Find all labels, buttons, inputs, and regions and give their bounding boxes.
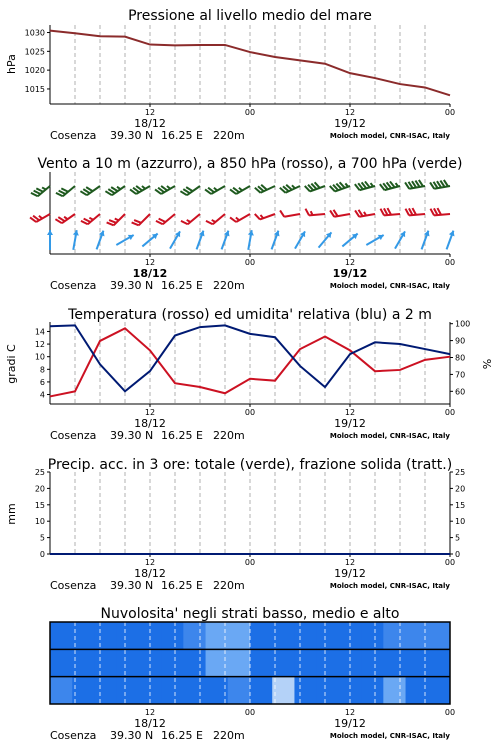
day-label: 18/12 [134, 717, 166, 730]
footer-elev: 220m [213, 429, 245, 442]
footer-credit: Moloch model, CNR-ISAC, Italy [329, 582, 450, 590]
x-tick-label: 12 [144, 108, 156, 117]
cloud-cell [294, 649, 317, 676]
wind-barb-half [292, 185, 295, 188]
wind-barb-shaft [62, 214, 75, 223]
cloud-cell [250, 649, 273, 676]
y-tick-label: 25 [34, 468, 45, 477]
wind-barb-flag [280, 210, 284, 216]
cloud-cell [361, 677, 384, 704]
precip-title: Precip. acc. in 3 ore: totale (verde), frazione solida (tratt.) [47, 457, 453, 473]
cloud-cell [228, 622, 251, 649]
wind-barb-half [117, 187, 121, 189]
x-tick-label: 12 [144, 708, 156, 717]
cloud-cell [117, 649, 140, 676]
wind-barb-flag [81, 221, 88, 224]
wind-barb-half [345, 183, 348, 186]
footer-elev: 220m [213, 279, 245, 292]
x-tick-label: 00 [444, 108, 456, 117]
x-tick-label: 00 [444, 558, 456, 567]
wind-barb-shaft [63, 186, 75, 196]
y-tick-label: 1030 [24, 28, 45, 38]
cloud-cell [228, 649, 251, 676]
wind-barb [248, 230, 254, 250]
cloud-cell [117, 622, 140, 649]
wind-barb-flag [230, 217, 236, 222]
cloud-cell [228, 677, 251, 704]
wind-barb [280, 210, 300, 216]
wind-barb-half [260, 215, 263, 218]
y-tick-label: 14 [34, 327, 45, 337]
panel-1 [30, 172, 455, 280]
panel-3 [35, 468, 465, 580]
wind-barb [81, 214, 100, 224]
footer-lon: 16.25 E [161, 129, 203, 142]
temp-ylabel: gradi C [5, 344, 18, 384]
cloud-cell [428, 622, 451, 649]
cloud-cell [294, 622, 317, 649]
wind-barb-half [396, 183, 398, 186]
cloud-cell [428, 649, 451, 676]
footer-elev: 220m [213, 729, 245, 742]
wind-barb-flag [206, 221, 213, 224]
footer-lon: 16.25 E [161, 579, 203, 592]
y-tick-label: 10 [34, 352, 45, 362]
wind-barb [55, 214, 75, 223]
cloud-cell [272, 649, 295, 676]
wind-barb [422, 231, 430, 250]
wind-barb-shaft [236, 214, 250, 222]
wind-barb-half [167, 186, 170, 189]
cloud-cell [272, 677, 295, 704]
x-tick-label: 12 [344, 408, 356, 417]
wind-barb-half [64, 217, 68, 219]
footer-elev: 220m [213, 579, 245, 592]
wind-barb [380, 208, 400, 215]
wind-barb-flag [134, 220, 141, 223]
day-label: 19/12 [334, 117, 366, 130]
wind-barb-flag [109, 220, 116, 223]
wind-barb-flag [34, 191, 41, 194]
cloud-cell [361, 622, 384, 649]
wind-barb [272, 231, 280, 250]
wind-barb [280, 185, 300, 193]
x-tick-label: 00 [444, 708, 456, 717]
cloud-cell [250, 677, 273, 704]
y-tick-label: 12 [34, 340, 45, 350]
wind-barb-shaft [36, 214, 50, 222]
footer-city: Cosenza [50, 729, 97, 742]
cloud-cell [94, 677, 117, 704]
x-tick-label: 12 [144, 408, 156, 417]
cloud-cell [250, 622, 273, 649]
wind-barb [105, 186, 125, 195]
wind-barb-flag [56, 193, 63, 196]
footer-lon: 16.25 E [161, 429, 203, 442]
y-tick-label: 15 [34, 500, 45, 510]
wind-barb [430, 180, 450, 189]
wind-barb [255, 214, 275, 220]
wind-barb-flag [159, 219, 166, 222]
wind-barb-half [39, 216, 42, 219]
wind-barb [132, 214, 150, 225]
footer-lat: 39.30 N [110, 279, 154, 292]
y-tick-label: 1020 [24, 66, 45, 76]
cloud-cell [50, 677, 73, 704]
wind-barb-shaft [163, 214, 175, 224]
wind-barb [380, 181, 400, 190]
y-tick-label: 1025 [24, 47, 45, 57]
wind-barb [205, 186, 225, 194]
wind-barb-flag [107, 222, 114, 225]
footer-city: Cosenza [50, 129, 97, 142]
x-tick-label: 00 [244, 258, 256, 267]
y2-tick-label: 90 [455, 336, 466, 346]
x-tick-label: 12 [344, 708, 356, 717]
cloud-cell [161, 649, 184, 676]
wind-title: Vento a 10 m (azzurro), a 850 hPa (rosso), a 700 hPa (verde) [37, 156, 463, 172]
x-tick-label: 00 [244, 708, 256, 717]
footer-city: Cosenza [50, 279, 97, 292]
cloud-title: Nuvolosita' negli strati basso, medio e alto [100, 606, 400, 622]
wind-barb-half [187, 220, 191, 222]
y-tick-label: 0 [39, 550, 45, 559]
wind-barb-shaft [236, 186, 250, 194]
x-tick-label: 12 [344, 258, 356, 267]
footer-lat: 39.30 N [110, 129, 154, 142]
x-tick-label: 00 [444, 408, 456, 417]
cloud-cell [72, 677, 95, 704]
y2-tick-label: 25 [455, 468, 466, 477]
y2-tick-label: 5 [455, 533, 461, 543]
wind-barb [180, 186, 200, 195]
cloud-cell [161, 622, 184, 649]
wind-barb-shaft [139, 214, 150, 225]
cloud-cell [72, 622, 95, 649]
footer-city: Cosenza [50, 579, 97, 592]
wind-barb [230, 186, 250, 194]
cloud-cell [317, 649, 340, 676]
wind-barb-flag [305, 209, 309, 216]
day-label: 19/12 [334, 567, 366, 580]
footer-elev: 220m [213, 129, 245, 142]
wind-barb-shaft [187, 186, 200, 195]
cloud-cell [428, 677, 451, 704]
x-tick-label: 00 [244, 108, 256, 117]
wind-barb-shaft [213, 214, 225, 224]
x-tick-label: 12 [344, 108, 356, 117]
wind-barb [97, 231, 105, 250]
y-tick-label: 1015 [24, 84, 45, 94]
wind-barb [305, 182, 325, 191]
wind-barb-half [89, 218, 93, 220]
cloud-cell [50, 649, 73, 676]
x-tick-label: 00 [244, 408, 256, 417]
y2-tick-label: 20 [455, 484, 466, 494]
wind-barb [395, 231, 405, 248]
footer-city: Cosenza [50, 429, 97, 442]
precip-ylabel: mm [5, 503, 18, 525]
y2-tick-label: 80 [455, 353, 466, 363]
day-label: 19/12 [334, 417, 366, 430]
cloud-cell [117, 677, 140, 704]
footer-lat: 39.30 N [110, 729, 154, 742]
cloud-cell [72, 649, 95, 676]
wind-barb-flag [61, 188, 68, 191]
wind-barb [170, 231, 180, 248]
cloud-cell [183, 622, 206, 649]
wind-barb [73, 230, 79, 250]
footer-lat: 39.30 N [110, 429, 154, 442]
y2-tick-label: 15 [455, 500, 466, 510]
y-tick-label: 6 [39, 377, 45, 387]
wind-barb-flag [84, 219, 91, 222]
footer-credit: Moloch model, CNR-ISAC, Italy [329, 132, 450, 140]
panel-0 [25, 25, 455, 130]
wind-barb-half [239, 188, 242, 191]
wind-barb-half [214, 188, 217, 191]
wind-barb [447, 231, 455, 250]
wind-barb [181, 214, 200, 224]
wind-barb-shaft [211, 186, 225, 194]
day-label: 18/12 [134, 417, 166, 430]
cloud-cell [50, 622, 73, 649]
pressure-ylabel: hPa [5, 54, 18, 74]
x-tick-label: 12 [144, 558, 156, 567]
temp-rh-title: Temperatura (rosso) ed umidita' relativa (blu) a 2 m [68, 307, 432, 323]
wind-barb [47, 230, 53, 250]
y2-tick-label: 0 [455, 550, 461, 559]
wind-barb-flag [59, 191, 66, 194]
cloud-cell [383, 677, 406, 704]
panel-2 [35, 320, 470, 430]
y2-tick-label: 70 [455, 370, 466, 380]
footer-lat: 39.30 N [110, 579, 154, 592]
wind-barb [107, 214, 125, 225]
wind-barb [56, 186, 75, 196]
wind-barb-half [142, 186, 145, 189]
wind-barb-half [236, 218, 239, 221]
wind-barb [130, 186, 150, 194]
wind-barb [156, 214, 175, 224]
panel-4 [50, 622, 455, 730]
day-label: 19/12 [334, 717, 366, 730]
cloud-cell [317, 677, 340, 704]
wind-barb [330, 182, 350, 191]
pressure-title: Pressione al livello medio del mare [128, 8, 372, 24]
wind-barb-flag [36, 188, 43, 191]
footer-lon: 16.25 E [161, 279, 203, 292]
wind-barb [405, 208, 425, 215]
y2-tick-label: 100 [455, 319, 471, 329]
wind-barb-flag [181, 221, 188, 224]
wind-barb-flag [132, 222, 139, 225]
wind-barb-half [42, 187, 46, 189]
wind-barb [230, 214, 250, 222]
wind-barb-half [115, 219, 119, 221]
y-tick-label: 4 [39, 390, 45, 400]
day-label: 18/12 [134, 117, 166, 130]
cloud-cell [317, 622, 340, 649]
x-tick-label: 00 [444, 258, 456, 267]
footer-credit: Moloch model, CNR-ISAC, Italy [329, 732, 450, 740]
y2-tick-label: 60 [455, 387, 466, 397]
wind-barb-half [212, 220, 216, 222]
wind-barb [255, 185, 275, 193]
wind-barb [31, 186, 50, 196]
wind-barb [355, 210, 375, 217]
cloud-cell [361, 649, 384, 676]
wind-barb [197, 231, 205, 250]
wind-barb-shaft [284, 214, 300, 217]
x-tick-label: 12 [144, 258, 156, 267]
day-label: 18/12 [134, 567, 166, 580]
cloud-cell [94, 649, 117, 676]
day-label: 18/12 [132, 267, 168, 280]
wind-barb [305, 209, 325, 216]
wind-barb [30, 214, 50, 222]
wind-barb [206, 214, 225, 224]
x-tick-label: 12 [344, 558, 356, 567]
wind-barb [330, 210, 350, 217]
wind-barb [155, 186, 175, 194]
footer-lon: 16.25 E [161, 729, 203, 742]
footer-credit: Moloch model, CNR-ISAC, Italy [329, 432, 450, 440]
cloud-cell [94, 622, 117, 649]
wind-barb-shaft [87, 186, 100, 195]
wind-barb-flag [156, 221, 163, 224]
cloud-cell [383, 622, 406, 649]
y2-tick-label: 10 [455, 517, 466, 527]
wind-barb [355, 181, 375, 190]
wind-barb-shaft [188, 214, 200, 224]
cloud-cell [161, 677, 184, 704]
wind-barb-shaft [88, 214, 100, 224]
cloud-cell [272, 622, 295, 649]
wind-barb [295, 231, 305, 248]
wind-barb [405, 180, 425, 189]
y-tick-label: 20 [34, 484, 45, 494]
day-label: 19/12 [332, 267, 368, 280]
y-tick-label: 5 [39, 533, 45, 543]
footer-credit: Moloch model, CNR-ISAC, Italy [329, 282, 450, 290]
cloud-cell [183, 649, 206, 676]
wind-barb-flag [31, 193, 38, 196]
rh-ylabel: % [481, 358, 494, 370]
cloud-cell [183, 677, 206, 704]
wind-barb [80, 186, 100, 195]
wind-barb-half [371, 183, 373, 186]
wind-barb [222, 231, 230, 250]
wind-barb-flag [255, 214, 260, 220]
y-tick-label: 8 [39, 365, 45, 375]
y-tick-label: 10 [34, 517, 45, 527]
wind-barb [430, 208, 450, 215]
wind-arrow-head [47, 230, 53, 235]
cloud-cell [294, 677, 317, 704]
x-tick-label: 00 [244, 558, 256, 567]
cloud-cell [383, 649, 406, 676]
